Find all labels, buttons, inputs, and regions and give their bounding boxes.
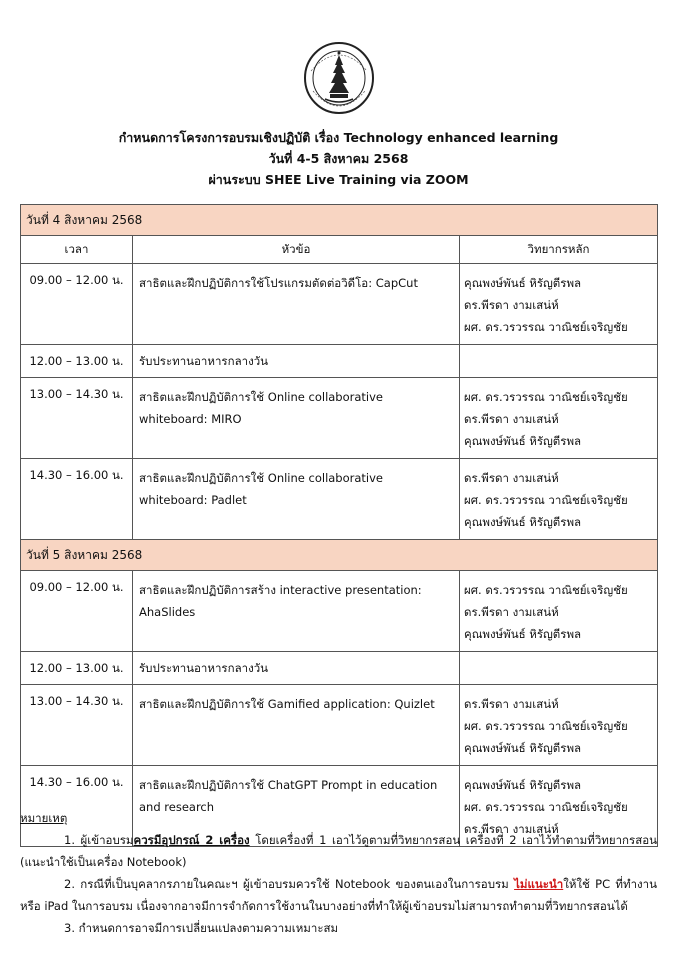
row-topic: สาธิตและฝึกปฏิบัติการใช้ Online collaborative whiteboard: MIRO: [133, 378, 460, 459]
table-row: [21, 459, 658, 540]
row-topic: รับประทานอาหารกลางวัน: [133, 652, 460, 685]
row-topic: สาธิตและฝึกปฏิบัติการใช้ Online collaborative whiteboard: Padlet: [133, 459, 460, 540]
row-topic: สาธิตและฝึกปฏิบัติการใช้โปรแกรมตัดต่อวิดีโอ: CapCut: [133, 264, 460, 345]
notes-heading: หมายเหตุ: [20, 811, 68, 825]
speaker: คุณพงษ์พันธ์ หิรัญตีรพล: [464, 276, 582, 290]
speaker: คุณพงษ์พันธ์ หิรัญตีรพล: [464, 778, 582, 792]
row-topic: สาธิตและฝึกปฏิบัติการสร้าง interactive presentation: AhaSlides: [133, 571, 460, 652]
row-time: 12.00 – 13.00 น.: [21, 652, 133, 685]
row-time: 09.00 – 12.00 น.: [21, 264, 133, 345]
row-topic: สาธิตและฝึกปฏิบัติการใช้ Gamified application: Quizlet: [133, 685, 460, 766]
day2-label: วันที่ 5 สิงหาคม 2568: [21, 540, 658, 571]
day-header-row: [21, 540, 658, 571]
speaker: ผศ. ดร.วรวรรณ วาณิชย์เจริญชัย: [464, 390, 628, 404]
row-speakers: [460, 571, 658, 652]
row-speakers: [460, 378, 658, 459]
row-time: 13.00 – 14.30 น.: [21, 685, 133, 766]
speaker: ดร.พีรดา งามเสน่ห์: [464, 605, 559, 619]
speaker: คุณพงษ์พันธ์ หิรัญตีรพล: [464, 434, 582, 448]
note-2-warning: ไม่แนะนำ: [514, 877, 564, 891]
col-header-topic: หัวข้อ: [133, 236, 460, 264]
col-header-time: เวลา: [21, 236, 133, 264]
speaker: คุณพงษ์พันธ์ หิรัญตีรพล: [464, 515, 582, 529]
note-1-emphasis: ควรมีอุปกรณ์ 2 เครื่อง: [133, 833, 250, 847]
speaker: ผศ. ดร.วรวรรณ วาณิชย์เจริญชัย: [464, 493, 628, 507]
speaker: ผศ. ดร.วรวรรณ วาณิชย์เจริญชัย: [464, 320, 628, 334]
note-1: [20, 829, 657, 873]
col-header-speaker: วิทยากรหลัก: [460, 236, 658, 264]
row-speakers: [460, 685, 658, 766]
row-time: 12.00 – 13.00 น.: [21, 345, 133, 378]
note-1-text: 1. ผู้เข้าอบรม: [64, 833, 134, 847]
speaker: ผศ. ดร.วรวรรณ วาณิชย์เจริญชัย: [464, 800, 628, 814]
note-2: [20, 873, 657, 917]
speaker: ดร.พีรดา งามเสน่ห์: [464, 697, 559, 711]
row-speakers: [460, 652, 658, 685]
notes-section: [20, 807, 657, 939]
row-speakers: [460, 264, 658, 345]
note-1-rest: โดยเครื่องที่ 1 เอาไว้ดูตามที่วิทยากรสอน เครื่องที่ 2 เอาไว้ทำตามที่วิทยากรสอน (แนะนำใช้เป็นเครื่อง Notebook): [20, 833, 657, 869]
speaker: ดร.พีรดา งามเสน่ห์: [464, 471, 559, 485]
row-time: 14.30 – 16.00 น.: [21, 459, 133, 540]
schedule-table: [20, 204, 658, 847]
speaker: ผศ. ดร.วรวรรณ วาณิชย์เจริญชัย: [464, 583, 628, 597]
speaker: ดร.พีรดา งามเสน่ห์: [464, 412, 559, 426]
table-row: [21, 652, 658, 685]
program-title: กำหนดการโครงการอบรมเชิงปฏิบัติ เรื่อง Technology enhanced learning: [118, 130, 559, 145]
program-date: วันที่ 4-5 สิงหาคม 2568: [268, 151, 409, 166]
row-topic: สาธิตและฝึกปฏิบัติการใช้ ChatGPT Prompt in education and research: [133, 766, 460, 847]
speaker: ดร.พีรดา งามเสน่ห์: [464, 298, 559, 312]
note-2-rest: ให้ใช้ PC ที่ทำงาน หรือ iPad ในการอบรม เนื่องจากอาจมีการจำกัดการใช้งานในบางอย่างที่ทำให้ผู้เข้าอบรมไม่สามารถทำตามที่วิทยากรสอนได้: [20, 877, 657, 913]
row-time: 13.00 – 14.30 น.: [21, 378, 133, 459]
table-row: [21, 685, 658, 766]
day-header-row: [21, 205, 658, 236]
row-speakers: [460, 345, 658, 378]
note-3: 3. กำหนดการอาจมีการเปลี่ยนแปลงตามความเหมาะสม: [64, 921, 339, 935]
table-row: [21, 571, 658, 652]
column-header-row: [21, 236, 658, 264]
note-2-text: 2. กรณีที่เป็นบุคลากรภายในคณะฯ ผู้เข้าอบรมควรใช้ Notebook ของตนเองในการอบรม: [64, 877, 515, 891]
table-row: [21, 378, 658, 459]
table-row: [21, 264, 658, 345]
row-time: 14.30 – 16.00 น.: [21, 766, 133, 847]
row-speakers: [460, 459, 658, 540]
speaker: คุณพงษ์พันธ์ หิรัญตีรพล: [464, 741, 582, 755]
table-row: [21, 345, 658, 378]
speaker: ผศ. ดร.วรวรรณ วาณิชย์เจริญชัย: [464, 719, 628, 733]
program-platform: ผ่านระบบ SHEE Live Training via ZOOM: [208, 172, 469, 187]
university-seal-logo: [303, 41, 375, 115]
day1-label: วันที่ 4 สิงหาคม 2568: [21, 205, 658, 236]
speaker: ดร.พีรดา งามเสน่ห์: [464, 822, 559, 836]
speaker: คุณพงษ์พันธ์ หิรัญตีรพล: [464, 627, 582, 641]
row-time: 09.00 – 12.00 น.: [21, 571, 133, 652]
row-topic: รับประทานอาหารกลางวัน: [133, 345, 460, 378]
